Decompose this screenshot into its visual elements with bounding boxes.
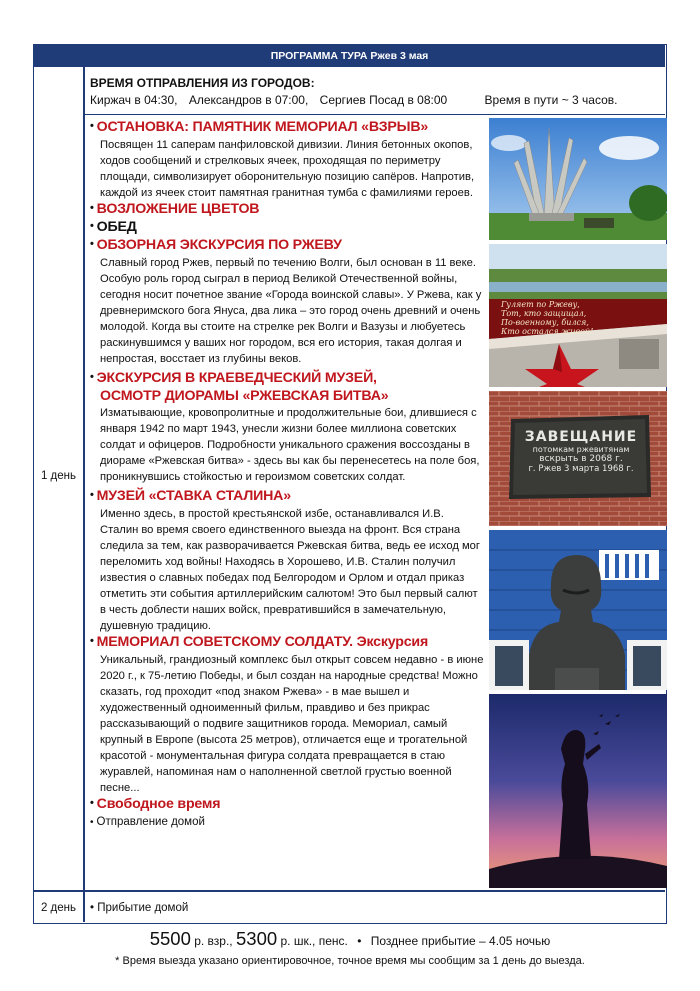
departure-kirzhach: Киржач в 04:30, (90, 93, 178, 107)
item-heading: • ОБЕД (90, 219, 137, 235)
departure-footnote: * Время выезда указано ориентировочное, точное время мы сообщим за 1 день до выезда. (115, 955, 585, 967)
item-heading: • ОСТАНОВКА: ПАМЯТНИК МЕМОРИАЛ «ВЗРЫВ» (90, 119, 429, 135)
item-description: Изматывающие, кровопролитные и продолжительные бои, длившиеся с января 1942 по март 1943, унесли жизни более миллиона советских солдат и офицеров. Подробности уникального сражения воссозданы в диораме «Ржевская битва» - здесь вы как бы перенесетесь на поле боя, проникнувшись стойкостью и героизмом советских солдат. (100, 407, 480, 483)
item-text: • Отправление домой (90, 816, 205, 828)
departure-line (90, 92, 660, 109)
row-divider (83, 114, 665, 115)
travel-time: Время в пути ~ 3 часов. (484, 93, 618, 107)
adult-price: 5500 (149, 928, 191, 949)
item-heading: • Свободное время (90, 796, 221, 812)
stalin-bust-photo (489, 530, 667, 690)
separator-dot: • (357, 934, 362, 948)
item-description: Именно здесь, в простой крестьянской избе, останавливался И.В. Сталин во время своего единственного выезда на фронт. Вся страна следила за тем, как разворачивается Ржевская битва, ведь ее исход мог переломить ход войны! Находясь в Хорошево, И.В. Сталин получил известия о славных победах под Белгородом и Орлом и отдал приказ отметить эти события артиллерийским салютом! Это был первый салют в честь доблести наших войск, превратившийся в замечательную, душевную традицию. (100, 508, 480, 632)
rzhev-view-photo (489, 244, 667, 387)
plaque-inscription: ЗАВЕЩАНИЕ потомкам ржевитянам вскрыть в 2068 г. г. Ржев 3 марта 1968 г. (524, 429, 638, 474)
departure-times (90, 75, 660, 109)
adult-price-label: р. взр., (194, 934, 233, 948)
departure-aleksandrov: Александров в 07:00, (188, 93, 309, 107)
item-description: Славный город Ржев, первый по течению Волги, был основан в 11 веке. Особую роль город сыграл в период Великой Отечественной войны, сегодня носит почетное звание «Города воинской славы». У Ржева, как у древнеримского бога Януса, два лика – это город очень древний и очень молодой. Когда вы стоите на стрелке рек Волги и Вазузы и любуетесь раскинувшимся у ваших ног городом, вся его история, такая долгая и непростая, восстает из глубины веков. (100, 257, 482, 365)
price-line (0, 928, 700, 950)
testament-plaque-photo (489, 391, 667, 526)
column-divider (83, 67, 85, 922)
child-price-label: р. шк., пенс. (280, 934, 348, 948)
row-divider (34, 890, 665, 892)
item-heading: • ОБЗОРНАЯ ЭКСКУРСИЯ ПО РЖЕВУ (90, 237, 342, 253)
item-heading-continued: ОСМОТР ДИОРАМЫ «РЖЕВСКАЯ БИТВА» (100, 388, 389, 404)
poem-inscription: Гуляет по Ржеву, Тот, кто защищал, По-военному, бился, Кто остался живой! (501, 300, 594, 336)
item-description: Посвящен 11 саперам панфиловской дивизии. Линия бетонных окопов, ходов сообщений и стрелковых ячеек, проходящая по периметру площади, символизирует оборонительную позицию сапёров. Напротив, каждой из ячеек стоит памятная гранитная тумба с фамилиями героев. (100, 139, 475, 199)
departure-sergiev: Сергиев Посад в 08:00 (319, 93, 448, 107)
program-header: ПРОГРАММА ТУРА Ржев 3 мая (34, 45, 665, 67)
item-heading: • МЕМОРИАЛ СОВЕТСКОМУ СОЛДАТУ. Экскурсия (90, 634, 429, 650)
item-heading: • МУЗЕЙ «СТАВКА СТАЛИНА» (90, 488, 291, 504)
item-heading: • ВОЗЛОЖЕНИЕ ЦВЕТОВ (90, 201, 260, 217)
memorial-explosion-photo (489, 118, 667, 240)
soldier-memorial-photo (489, 694, 667, 888)
day-2-label: 2 день (40, 902, 77, 914)
item-heading: • ЭКСКУРСИЯ В КРАЕВЕДЧЕСКИЙ МУЗЕЙ, (90, 370, 377, 386)
day-2-item: • Прибытие домой (90, 902, 189, 914)
day-1-program (90, 119, 485, 831)
child-price: 5300 (236, 928, 278, 949)
day-1-label: 1 день (40, 470, 77, 482)
item-description: Уникальный, грандиозный комплекс был открыт совсем недавно - в июне 2020 г., к 75-летию Победы, и был создан на народные средства! Можно сказать, год проходит «под знаком Ржева» - в мае вышел и художественный одноименный фильм, правдиво и без прикрас рассказывающий о подвиге защитников города. Мемориал, самый крупный в Европе (высота 25 метров), отличается еще и трогательной красотой - монументальная фигура солдата превращается в стаю журавлей, напоминая нам о наполненной светлой грустью военной песне... (100, 654, 484, 794)
departure-title: ВРЕМЯ ОТПРАВЛЕНИЯ ИЗ ГОРОДОВ: (90, 76, 315, 90)
late-arrival: Позднее прибытие – 4.05 ночью (370, 934, 551, 948)
